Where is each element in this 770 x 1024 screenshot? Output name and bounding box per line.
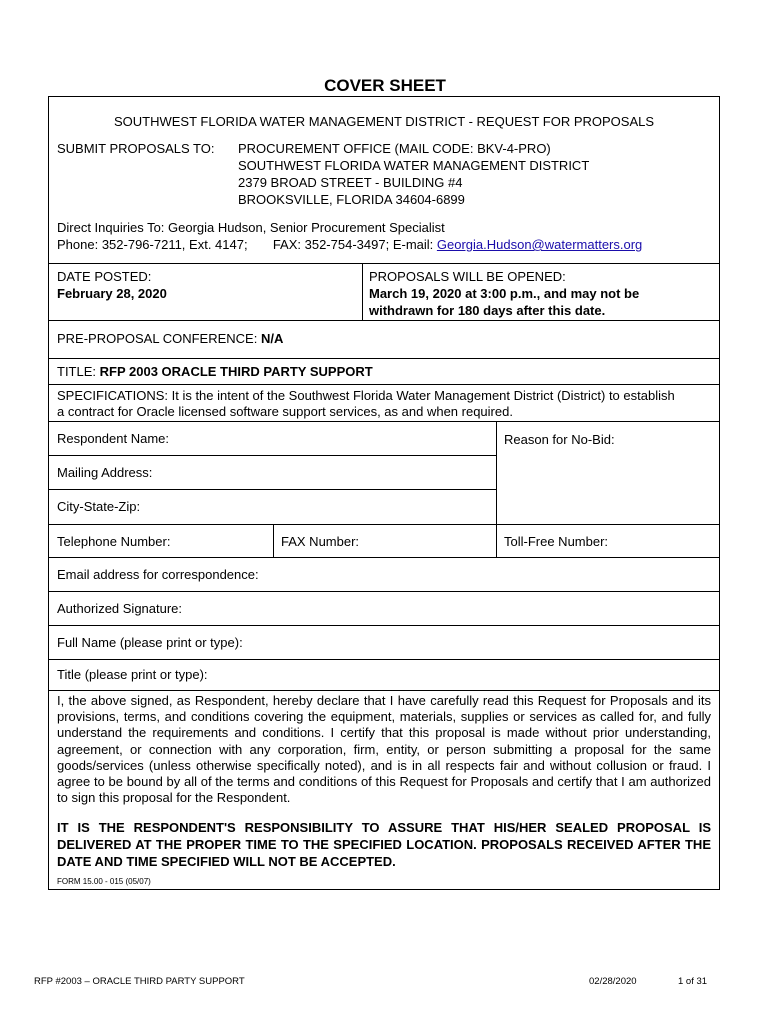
rfp-title-value: RFP 2003 ORACLE THIRD PARTY SUPPORT [99, 364, 373, 379]
toll-free-label: Toll-Free Number: [504, 534, 609, 549]
inquiries-line: Direct Inquiries To: Georgia Hudson, Senior Procurement Specialist [57, 220, 445, 235]
preproposal-section [49, 321, 719, 359]
full-name-label: Full Name (please print or type): [57, 635, 243, 650]
city-state-zip-row [49, 490, 719, 524]
opened-label: PROPOSALS WILL BE OPENED: [369, 269, 566, 284]
submit-line-2: SOUTHWEST FLORIDA WATER MANAGEMENT DISTRICT [238, 158, 590, 173]
phone-row [49, 524, 719, 558]
specifications-line-1: SPECIFICATIONS: It is the intent of the Southwest Florida Water Management District (District) to establish [57, 388, 675, 403]
email-correspondence-row [49, 558, 719, 592]
respondent-name-label: Respondent Name: [57, 431, 170, 446]
specifications-section [49, 385, 719, 422]
preproposal-label: PRE-PROPOSAL CONFERENCE: [57, 331, 258, 346]
fax-number-label: FAX Number: [281, 534, 360, 549]
phone-divider-2 [496, 525, 497, 558]
rfp-title-line [57, 364, 373, 380]
submit-label: SUBMIT PROPOSALS TO: [57, 141, 215, 156]
email-correspondence-label: Email address for correspondence: [57, 567, 259, 582]
submit-line-4: BROOKSVILLE, FLORIDA 34604-6899 [238, 192, 465, 207]
preproposal-value: N/A [260, 331, 284, 346]
date-posted-label: DATE POSTED: [57, 269, 152, 284]
mailing-address-label: Mailing Address: [57, 465, 153, 480]
telephone-label: Telephone Number: [57, 534, 171, 549]
phone-divider-1 [273, 525, 274, 558]
opened-value-2: withdrawn for 180 days after this date. [369, 303, 606, 318]
footer-date: 02/28/2020 [589, 976, 637, 987]
submit-line-3: 2379 BROAD STREET - BUILDING #4 [238, 175, 463, 190]
full-name-row [49, 626, 719, 660]
submit-line-1: PROCUREMENT OFFICE (MAIL CODE: BKV-4-PRO) [238, 141, 551, 156]
warning-paragraph: IT IS THE RESPONDENT'S RESPONSIBILITY TO ASSURE THAT HIS/HER SEALED PROPOSAL IS DELIVERED AT THE PROPER TIME TO THE SPECIFIED LOCATION. PROPOSALS RECEIVED AFTER THE DATE AND TIME SPECIFIED WILL NOT BE ACCEPTED. [57, 820, 711, 869]
contact-line [57, 237, 642, 253]
cover-sheet-form [48, 96, 720, 890]
fax-text: FAX: 352-754-3497; [272, 237, 390, 252]
email-label: E-mail: [392, 237, 434, 252]
phone-text: Phone: 352-796-7211, Ext. 4147; [57, 237, 248, 252]
preproposal-line [57, 331, 283, 347]
page-title: COVER SHEET [324, 76, 446, 95]
rfp-title-label: TITLE: [57, 364, 97, 379]
district-heading: SOUTHWEST FLORIDA WATER MANAGEMENT DISTRICT - REQUEST FOR PROPOSALS [113, 114, 655, 129]
declaration-paragraph: I, the above signed, as Respondent, hereby declare that I have carefully read this Request for Proposals and its provisions, terms, and conditions covering the equipment, materials, supplies or services as called for, and fully understand the requirements and conditions. I certify that this proposal is made without prior understanding, agreement, or connection with any corporation, firm, entity, or person submitting a proposal for the same goods/services (unless otherwise specifically noted), and is in all respects fair and without collusion or fraud. I agree to be bound by all of the terms and conditions of this Request for Proposals and certify that I am authorized to sign this proposal for the Respondent. [57, 693, 711, 806]
reason-no-bid-label: Reason for No-Bid: [504, 432, 615, 447]
date-posted-value: February 28, 2020 [57, 286, 167, 301]
authorized-signature-row [49, 592, 719, 626]
form-number: FORM 15.00 - 015 (05/07) [57, 877, 151, 886]
footer-page-number: 1 of 31 [678, 976, 708, 987]
dates-section [49, 264, 719, 321]
opened-value-1: March 19, 2020 at 3:00 p.m., and may not be [369, 286, 640, 301]
title-print-label: Title (please print or type): [57, 667, 208, 682]
rfp-title-section [49, 359, 719, 385]
header-info-section [49, 97, 719, 264]
title-print-row [49, 660, 719, 691]
footer-rfp-title: RFP #2003 – ORACLE THIRD PARTY SUPPORT [34, 976, 245, 987]
authorized-signature-label: Authorized Signature: [57, 601, 183, 616]
dates-divider [362, 264, 363, 320]
mailing-address-row [49, 456, 496, 490]
respondent-name-row [49, 422, 496, 456]
city-state-zip-label: City-State-Zip: [57, 499, 141, 514]
specifications-line-2: a contract for Oracle licensed software support services, as and when required. [57, 404, 513, 419]
email-link[interactable]: Georgia.Hudson@watermatters.org [436, 237, 643, 252]
